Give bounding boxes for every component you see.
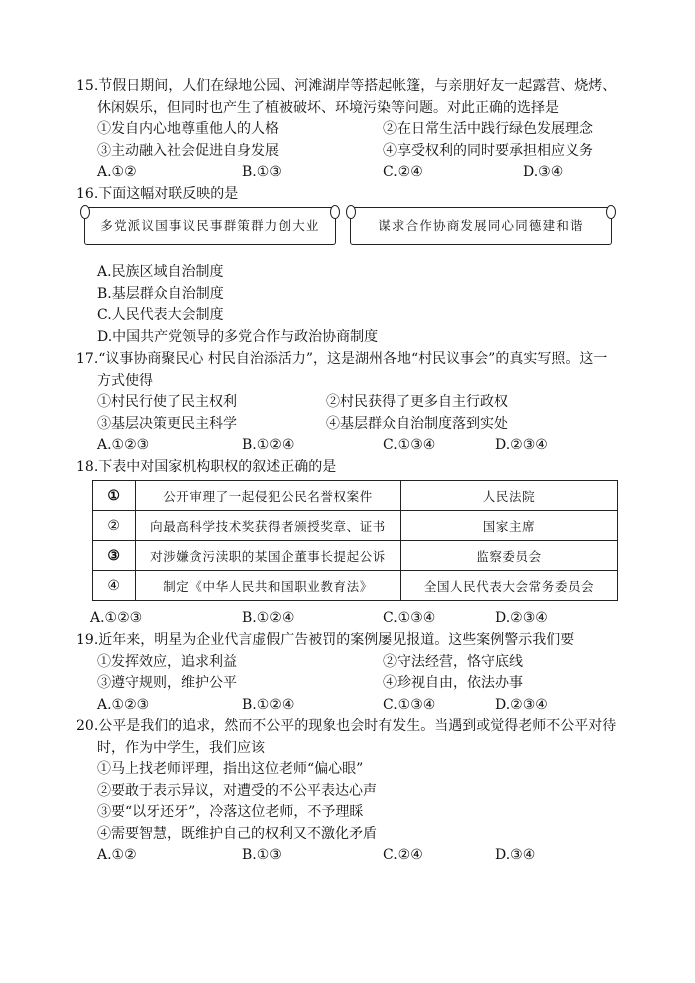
question-16	[76, 184, 636, 206]
scroll-curl-icon	[80, 205, 90, 219]
q17-item-2: ②村民获得了更多自主行政权	[326, 394, 508, 410]
scroll-curl-icon	[606, 205, 616, 219]
q19-option-b: B.①②④	[242, 696, 295, 713]
couplet-illustration	[84, 205, 614, 249]
question-20	[76, 716, 636, 867]
question-19	[76, 630, 636, 716]
q16-option-b: B.基层群众自治制度	[97, 285, 224, 302]
table-row-number: ④	[93, 571, 136, 601]
q20-item-2: ②要敢于表示异议，对遭受的不公平表达心声	[97, 782, 377, 799]
q16-option-a: A.民族区域自治制度	[97, 264, 224, 280]
question-17-stem-line2: 方式使得	[97, 372, 153, 389]
q20-item-4: ④需要智慧，既维护自己的权利又不激化矛盾	[97, 825, 377, 842]
q18-option-c: C.①③④	[383, 610, 436, 626]
question-16-stem: 16.下面这幅对联反映的是	[76, 186, 239, 202]
q20-option-c: C.②④	[383, 847, 423, 863]
q20-item-3: ③要“以牙还牙”，冷落这位老师，不予理睬	[97, 804, 364, 820]
question-18-options	[76, 608, 636, 630]
q19-option-d: D.②③④	[495, 696, 548, 713]
q15-option-a: A.①②	[97, 164, 137, 180]
question-18	[76, 457, 636, 479]
table-row-description: 公开审理了一起侵犯公民名誉权案件	[136, 481, 401, 511]
q18-option-b: B.①②④	[242, 610, 295, 626]
q15-item-4: ④享受权利的同时要承担相应义务	[383, 142, 593, 159]
q19-item-3: ③遵守规则，维护公平	[97, 675, 237, 691]
question-19-stem: 19.近年来，明星为企业代言虚假广告被罚的案例屡见报道。这些案例警示我们要	[76, 632, 575, 648]
q15-option-d: D.③④	[523, 164, 564, 180]
couplet-left-scroll	[84, 207, 336, 245]
table-row-description: 对涉嫌贪污渎职的某国企董事长提起公诉	[136, 541, 401, 571]
q19-option-a: A.①②③	[97, 696, 150, 713]
q18-option-a: A.①②③	[90, 610, 143, 626]
table-row	[93, 481, 618, 511]
couplet-left-text: 多党派议国事议民事群策群力创大业	[100, 218, 320, 233]
q19-item-2: ②守法经营，恪守底线	[383, 653, 523, 670]
q17-option-a: A.①②③	[97, 437, 150, 453]
question-16-options	[76, 262, 636, 348]
question-15	[76, 76, 636, 184]
question-15-stem-line1: 15.节假日期间，人们在绿地公园、河滩湖岸等搭起帐篷，与亲朋好友一起露营、烧烤、	[76, 78, 617, 94]
table-row-number: ③	[93, 541, 136, 571]
q16-option-c: C.人民代表大会制度	[97, 307, 224, 323]
q16-option-d: D.中国共产党领导的多党合作与政治协商制度	[97, 328, 379, 345]
q19-item-4: ④珍视自由，依法办事	[383, 675, 523, 691]
q15-item-2: ②在日常生活中践行绿色发展理念	[383, 121, 593, 137]
table-row	[93, 511, 618, 541]
table-row-description: 制定《中华人民共和国职业教育法》	[136, 571, 401, 601]
state-organs-table	[92, 480, 618, 601]
q17-item-4: ④基层群众自治制度落到实处	[326, 415, 508, 432]
couplet-right-text: 谋求合作协商发展同心同德建和谐	[378, 218, 584, 233]
q15-item-3: ③主动融入社会促进自身发展	[97, 142, 279, 159]
q20-option-a: A.①②	[97, 847, 137, 863]
q18-option-d: D.②③④	[495, 610, 548, 626]
table-row-organ: 全国人民代表大会常务委员会	[401, 571, 618, 601]
q20-item-1: ①马上找老师评理，指出这位老师“偏心眼”	[97, 761, 364, 777]
q15-option-c: C.②④	[383, 164, 423, 180]
question-18-stem: 18.下表中对国家机构职权的叙述正确的是	[76, 459, 337, 475]
q17-item-1: ①村民行使了民主权利	[97, 394, 237, 410]
q19-item-1: ①发挥效应，追求利益	[97, 653, 237, 670]
question-17	[76, 349, 636, 457]
q17-option-c: C.①③④	[383, 437, 436, 453]
question-20-stem-line2: 时，作为中学生，我们应该	[97, 739, 265, 756]
scroll-curl-icon	[346, 205, 356, 219]
q20-option-d: D.③④	[495, 847, 536, 863]
table-row-organ: 监察委员会	[401, 541, 618, 571]
question-15-stem-line2: 休闲娱乐，但同时也产生了植被破坏、环境污染等问题。对此正确的选择是	[97, 99, 559, 116]
q15-option-b: B.①③	[242, 164, 282, 180]
question-17-stem-line1: 17.“议事协商聚民心 村民自治添活力”，这是湖州各地“村民议事会”的真实写照。这一	[76, 351, 608, 367]
table-row-number: ①	[93, 481, 136, 511]
scroll-curl-icon	[330, 205, 340, 219]
table-row-organ: 国家主席	[401, 511, 618, 541]
q17-option-d: D.②③④	[495, 437, 548, 453]
table-row	[93, 571, 618, 601]
q17-option-b: B.①②④	[242, 437, 295, 453]
q19-option-c: C.①③④	[383, 696, 436, 713]
q15-item-1: ①发自内心地尊重他人的人格	[97, 121, 279, 137]
table-row-organ: 人民法院	[401, 481, 618, 511]
q20-option-b: B.①③	[242, 847, 282, 863]
table-row	[93, 541, 618, 571]
q17-item-3: ③基层决策更民主科学	[97, 415, 237, 432]
couplet-right-scroll	[350, 207, 612, 245]
table-row-number: ②	[93, 511, 136, 541]
table-row-description: 向最高科学技术奖获得者颁授奖章、证书	[136, 511, 401, 541]
question-20-stem-line1: 20.公平是我们的追求，然而不公平的现象也会时有发生。当遇到或觉得老师不公平对待	[76, 718, 617, 734]
